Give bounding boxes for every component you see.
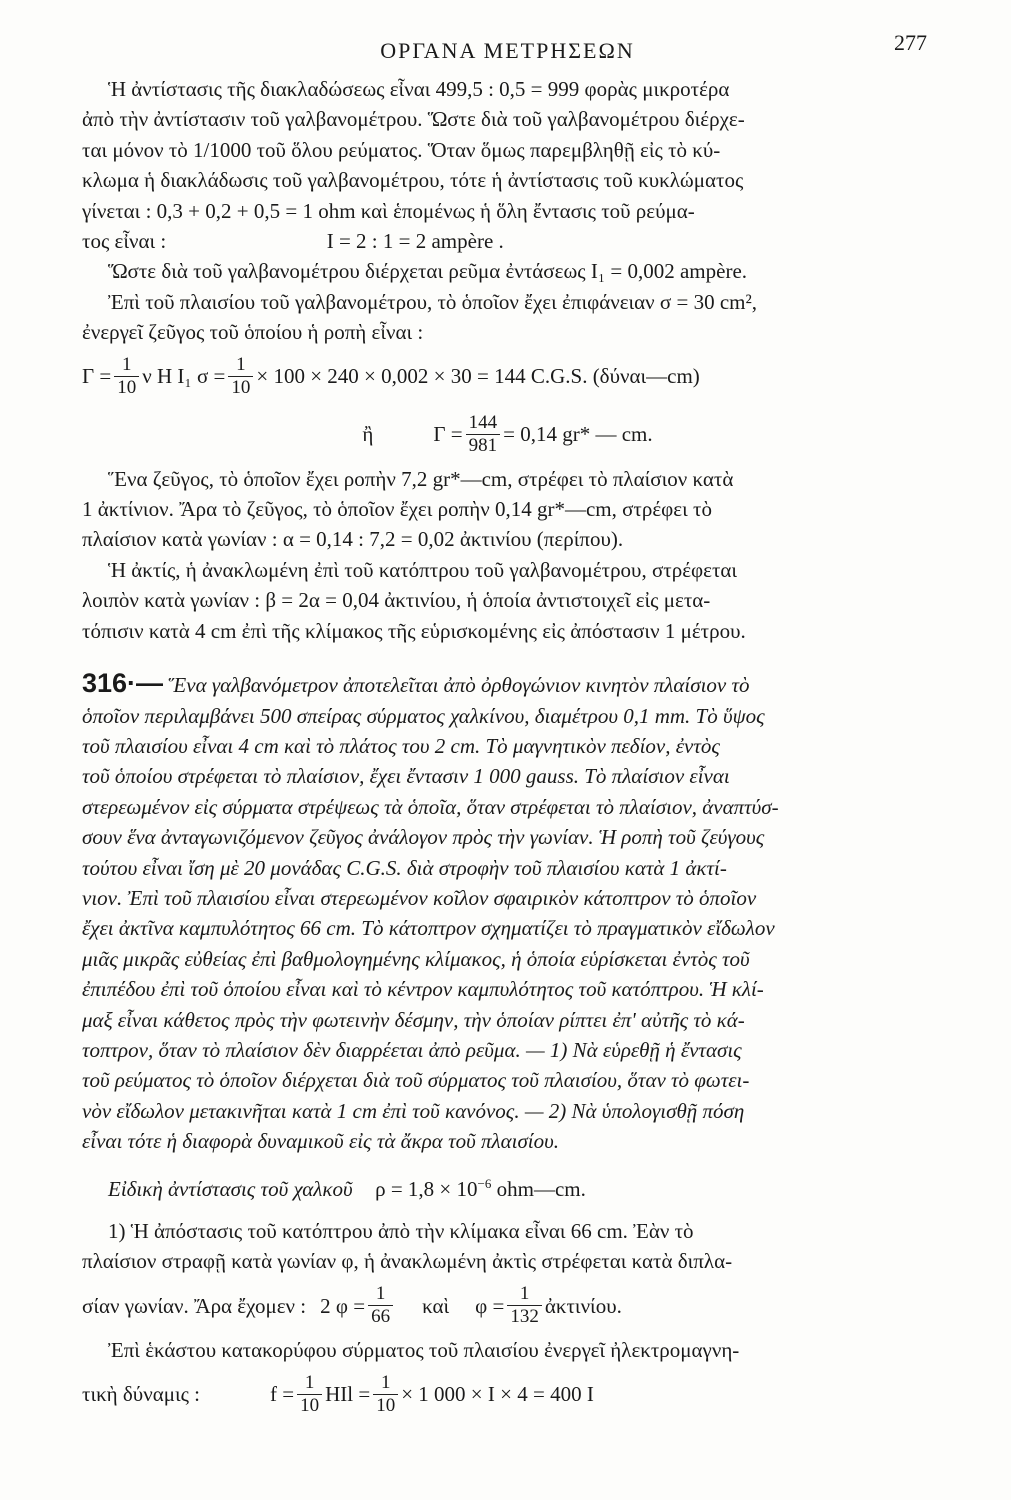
page-number: 277 <box>894 30 927 55</box>
current-line <box>82 226 933 256</box>
fraction <box>373 1372 398 1417</box>
problem-line: στερεωμένον εἰς σύρματα στρέψεως τὰ ὁποῖα, ὅταν στρέφεται τὸ πλαίσιον, ἀναπτύσ- <box>82 794 779 819</box>
fraction <box>228 354 253 399</box>
fraction <box>114 354 139 399</box>
text-line: Ἡ ἀκτίς, ἡ ἀνακλωμένη ἐπὶ τοῦ κατόπτρου τοῦ γαλβανομέτρου, στρέφεται <box>108 557 738 582</box>
denominator: 66 <box>371 1306 391 1328</box>
text-line: γίνεται : 0,3 + 0,2 + 0,5 = 1 ohm καὶ ἑπομένως ἡ ὅλη ἔντασις τοῦ ρεύμα- <box>82 198 695 223</box>
current-label: τος εἶναι : <box>82 229 167 254</box>
current-equation: I = 2 : 1 = 2 ampère . <box>326 229 504 254</box>
problem-number: 316·— <box>82 668 164 699</box>
numerator: 1 <box>368 1283 393 1306</box>
running-title: ΟΡΓΑΝΑ ΜΕΤΡΗΣΕΩΝ <box>380 38 635 63</box>
problem-line: νὸν εἴδωλον μετακινῆται κατὰ 1 cm ἐπὶ τοῦ κανόνος. — 2) Νὰ ὑπολογισθῇ πόση <box>82 1098 745 1123</box>
numerator: 144 <box>466 412 501 435</box>
angle-eq1-lhs: 2 φ = <box>320 1293 366 1318</box>
denominator: 132 <box>510 1306 539 1328</box>
problem-line: τοῦ ὁποίου στρέφεται τὸ πλαίσιον, ἔχει ἔντασιν 1 000 gauss. Τὸ πλαίσιον εἶναι <box>82 764 730 789</box>
fraction <box>297 1372 322 1417</box>
eq-mid: ν H I₁ σ = <box>142 364 226 389</box>
denominator: 10 <box>231 377 251 399</box>
eq-lhs: Γ = <box>433 422 463 447</box>
problem-first-line <box>82 668 933 700</box>
angle-unit: ἀκτινίου. <box>544 1293 622 1318</box>
angle-prefix: σίαν γωνίαν. Ἄρα ἔχομεν : <box>82 1293 307 1318</box>
numerator: 1 <box>373 1372 398 1395</box>
emf-rhs: × 1 000 × I × 4 = 400 I <box>401 1382 594 1407</box>
text-line: κλωμα ἡ διακλάδωσις τοῦ γαλβανομέτρου, τότε ἡ ἀντίστασις τοῦ κυκλώματος <box>82 168 744 193</box>
angle-conj: καὶ <box>422 1293 450 1318</box>
text-line: Ἡ ἀντίστασις τῆς διακλαδώσεως εἶναι 499,5 : 0,5 = 999 φορὰς μικροτέρα <box>108 77 730 101</box>
fraction <box>466 412 501 457</box>
resistivity-exponent: −6 <box>477 1175 492 1191</box>
problem-line: ὁποῖον περιλαμβάνει 500 σπείρας σύρματος χαλκίνου, διαμέτρου 0,1 mm. Τὸ ὕψος <box>82 703 765 728</box>
resistivity-line <box>82 1169 933 1204</box>
text-line: ται μόνον τὸ 1/1000 τοῦ ὅλου ρεύματος. Ὅταν ὅμως παρεμβληθῇ εἰς τὸ κύ- <box>82 137 721 162</box>
text-line: ἐνεργεῖ ζεῦγος τοῦ ὁποίου ἡ ροπὴ εἶναι : <box>82 320 424 345</box>
problem-text: Ἕνα γαλβανόμετρον ἀποτελεῖται ἀπὸ ὀρθογώνιον κινητὸν πλαίσιον τὸ <box>168 673 750 698</box>
text-line: 1 ἀκτίνιον. Ἄρα τὸ ζεῦγος, τὸ ὁποῖον ἔχει ροπὴν 0,14 gr*—cm, στρέφει τὸ <box>82 497 712 522</box>
eq-prefix: ἢ <box>362 422 374 447</box>
problem-line: σουν ἕνα ἀνταγωνιζόμενον ζεῦγος ἀνάλογον πρὸς τὴν γωνίαν. Ἡ ροπὴ τοῦ ζεύγους <box>82 825 765 850</box>
eq-lhs: Γ = <box>82 364 112 389</box>
body-text <box>82 74 933 1423</box>
denominator: 10 <box>376 1394 396 1416</box>
torque-equation-2 <box>82 406 933 464</box>
problem-line: ἔχει ἀκτῖνα καμπυλότητος 66 cm. Τὸ κάτοπτρον σχηματίζει τὸ πραγματικὸν εἴδωλον <box>82 916 775 941</box>
text-line: τόπισιν κατὰ 4 cm ἐπὶ τῆς κλίμακος τῆς εὑρισκομένης εἰς ἀπόστασιν 1 μέτρου. <box>82 618 746 643</box>
numerator: 1 <box>507 1283 542 1306</box>
solution-line: Ἐπὶ ἑκάστου κατακορύφου σύρματος τοῦ πλαισίου ἐνεργεῖ ἠλεκτρομαγνη- <box>108 1337 740 1362</box>
fraction <box>368 1283 393 1328</box>
problem-line: μαξ εἶναι κάθετος πρὸς τὴν φωτεινὴν δέσμην, τὴν ὁποίαν ρίπτει ἐπ' αὐτῆς τὸ κά- <box>82 1007 745 1032</box>
text-line: Ἕνα ζεῦγος, τὸ ὁποῖον ἔχει ροπὴν 7,2 gr*—cm, στρέφει τὸ πλαίσιον κατὰ <box>108 466 734 491</box>
fraction <box>507 1283 542 1328</box>
problem-line: τοῦ πλαισίου εἶναι 4 cm καὶ τὸ πλάτος του 2 cm. Τὸ μαγνητικὸν πεδίον, ἐντὸς <box>82 733 720 758</box>
torque-equation <box>82 348 933 406</box>
resistivity-value: ρ = 1,8 × 10 <box>375 1176 478 1201</box>
numerator: 1 <box>228 354 253 377</box>
emf-prefix: τικὴ δύναμις : <box>82 1382 201 1407</box>
eq-rhs: × 100 × 240 × 0,002 × 30 = 144 C.G.S. (δύναι—cm) <box>256 364 700 389</box>
denominator: 981 <box>468 435 498 457</box>
resistivity-unit: ohm—cm. <box>496 1176 586 1201</box>
text-line: Ἐπὶ τοῦ πλαισίου τοῦ γαλβανομέτρου, τὸ ὁποῖον ἔχει ἐπιφάνειαν σ = 30 cm², <box>108 289 758 314</box>
problem-line: τοπτρον, ὅταν τὸ πλαίσιον δὲν διαρρέεται ἀπὸ ρεῦμα. — 1) Νὰ εὑρεθῇ ἡ ἔντασις <box>82 1037 742 1062</box>
problem-line: ἐπιπέδου ἐπὶ τοῦ ὁποίου εἶναι καὶ τὸ κέντρον καμπυλότητος τοῦ κατόπτρου. Ἡ κλί- <box>82 977 764 1002</box>
problem-line: τοῦ ρεύματος τὸ ὁποῖον διέρχεται διὰ τοῦ σύρματος τοῦ πλαισίου, ὅταν τὸ φωτει- <box>82 1068 750 1093</box>
denominator: 10 <box>300 1394 320 1416</box>
problem-line: τούτου εἶναι ἴση μὲ 20 μονάδας C.G.S. διὰ στροφὴν τοῦ πλαισίου κατὰ 1 ἀκτί- <box>82 855 727 880</box>
running-head <box>82 30 933 74</box>
denominator: 10 <box>117 377 137 399</box>
numerator: 1 <box>114 354 139 377</box>
problem-line: νιον. Ἐπὶ τοῦ πλαισίου εἶναι στερεωμένον κοῖλον σφαιρικὸν κάτοπτρον τὸ ὁποῖον <box>82 885 757 910</box>
emf-lhs: f = <box>270 1382 295 1407</box>
problem-line: μιᾶς μικρᾶς εὐθείας ἐπὶ βαθμολογημένης κλίμακος, ἡ ὁποία εὑρίσκεται ἐντὸς τοῦ <box>82 946 750 971</box>
numerator: 1 <box>297 1372 322 1395</box>
solution-line: πλαίσιον στραφῇ κατὰ γωνίαν φ, ἡ ἀνακλωμένη ἀκτὶς στρέφεται κατὰ διπλα- <box>82 1249 733 1274</box>
resistivity-label: Εἰδικὴ ἀντίστασις τοῦ χαλκοῦ <box>108 1176 353 1201</box>
emf-equation <box>82 1365 933 1423</box>
emf-mid: HIl = <box>325 1382 371 1407</box>
text-line: ἀπὸ τὴν ἀντίστασιν τοῦ γαλβανομέτρου. Ὥστε διὰ τοῦ γαλβανομέτρου διέρχε- <box>82 107 745 132</box>
text-line: Ὥστε διὰ τοῦ γαλβανομέτρου διέρχεται ρεῦμα ἐντάσεως I₁ = 0,002 ampère. <box>108 259 748 284</box>
text-line: λοιπὸν κατὰ γωνίαν : β = 2α = 0,04 ἀκτινίου, ἡ ὁποία ἀντιστοιχεῖ εἰς μετα- <box>82 588 711 613</box>
solution-line: 1) Ἡ ἀπόστασις τοῦ κατόπτρου ἀπὸ τὴν κλίμακα εἶναι 66 cm. Ἐὰν τὸ <box>108 1219 694 1243</box>
angle-equation <box>82 1277 933 1335</box>
eq-rhs: = 0,14 gr* — cm. <box>503 422 653 447</box>
angle-eq2-lhs: φ = <box>475 1293 505 1318</box>
text-line: πλαίσιον κατὰ γωνίαν : α = 0,14 : 7,2 = 0,02 ἀκτινίου (περίπου). <box>82 527 624 552</box>
problem-line: εἶναι τότε ἡ διαφορὰ δυναμικοῦ εἰς τὰ ἄκρα τοῦ πλαισίου. <box>82 1129 560 1154</box>
